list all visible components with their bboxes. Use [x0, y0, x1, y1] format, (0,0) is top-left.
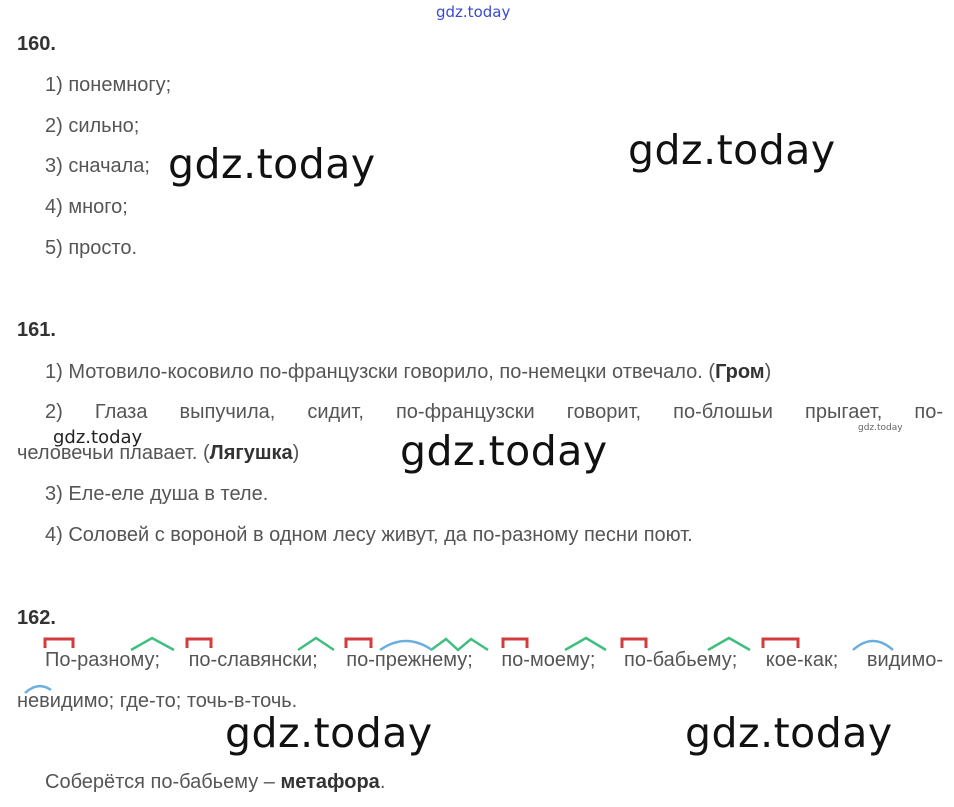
- list-item: 2) сильно;: [45, 115, 140, 137]
- watermark: gdz.today: [53, 427, 143, 448]
- list-item: 4) Соловей с вороной в одном лесу живут, да по-разному песни поют.: [45, 524, 693, 546]
- answer: метафора: [280, 771, 380, 793]
- watermark-top: gdz.today: [436, 3, 511, 21]
- prefix-mark: [346, 639, 371, 648]
- list-item: 4) много;: [45, 196, 128, 218]
- item-text: человечьи плавает. (: [17, 442, 210, 464]
- exercise-number-162: 162.: [17, 607, 56, 629]
- watermark: gdz.today: [168, 140, 376, 188]
- prefix-mark: [622, 639, 646, 648]
- prefix-mark: [503, 639, 527, 648]
- item-text: ): [764, 361, 772, 383]
- answer-sentence: [45, 771, 385, 794]
- answer: Лягушка: [209, 442, 293, 464]
- prefix-mark: [45, 639, 73, 648]
- exercise-number-160: 160.: [17, 33, 56, 55]
- watermark: gdz.today: [858, 423, 903, 433]
- item-text: 1) Мотовило-косовило по-французски говорило, по-немецки отвечало. (: [45, 361, 716, 383]
- watermark: gdz.today: [400, 427, 608, 475]
- exercise-number-161: 161.: [17, 319, 56, 341]
- watermark: gdz.today: [685, 709, 893, 757]
- answer: Гром: [715, 361, 765, 383]
- watermark: gdz.today: [225, 709, 433, 757]
- prefix-mark: [763, 639, 798, 648]
- list-item: 3) Еле-еле душа в теле.: [45, 483, 269, 505]
- list-item: 1) понемногу;: [45, 74, 172, 96]
- prefix-mark: [187, 639, 211, 648]
- word-list-line: По-разному; по-славянски; по-прежнему; по-моему; по-бабьему; кое-как; видимо-: [45, 649, 943, 671]
- list-item: 2) Глаза выпучила, сидит, по-французски говорит, по-блошьи прыгает, по-: [45, 401, 943, 423]
- item-text: ): [292, 442, 300, 464]
- list-item: 5) просто.: [45, 237, 138, 259]
- watermark: gdz.today: [628, 126, 836, 174]
- sentence-text: .: [379, 771, 386, 793]
- list-item: 3) сначала;: [45, 155, 150, 177]
- word-list-line: невидимо; где-то; точь-в-точь.: [17, 690, 298, 712]
- sentence-text: Соберётся по-бабьему –: [45, 771, 281, 793]
